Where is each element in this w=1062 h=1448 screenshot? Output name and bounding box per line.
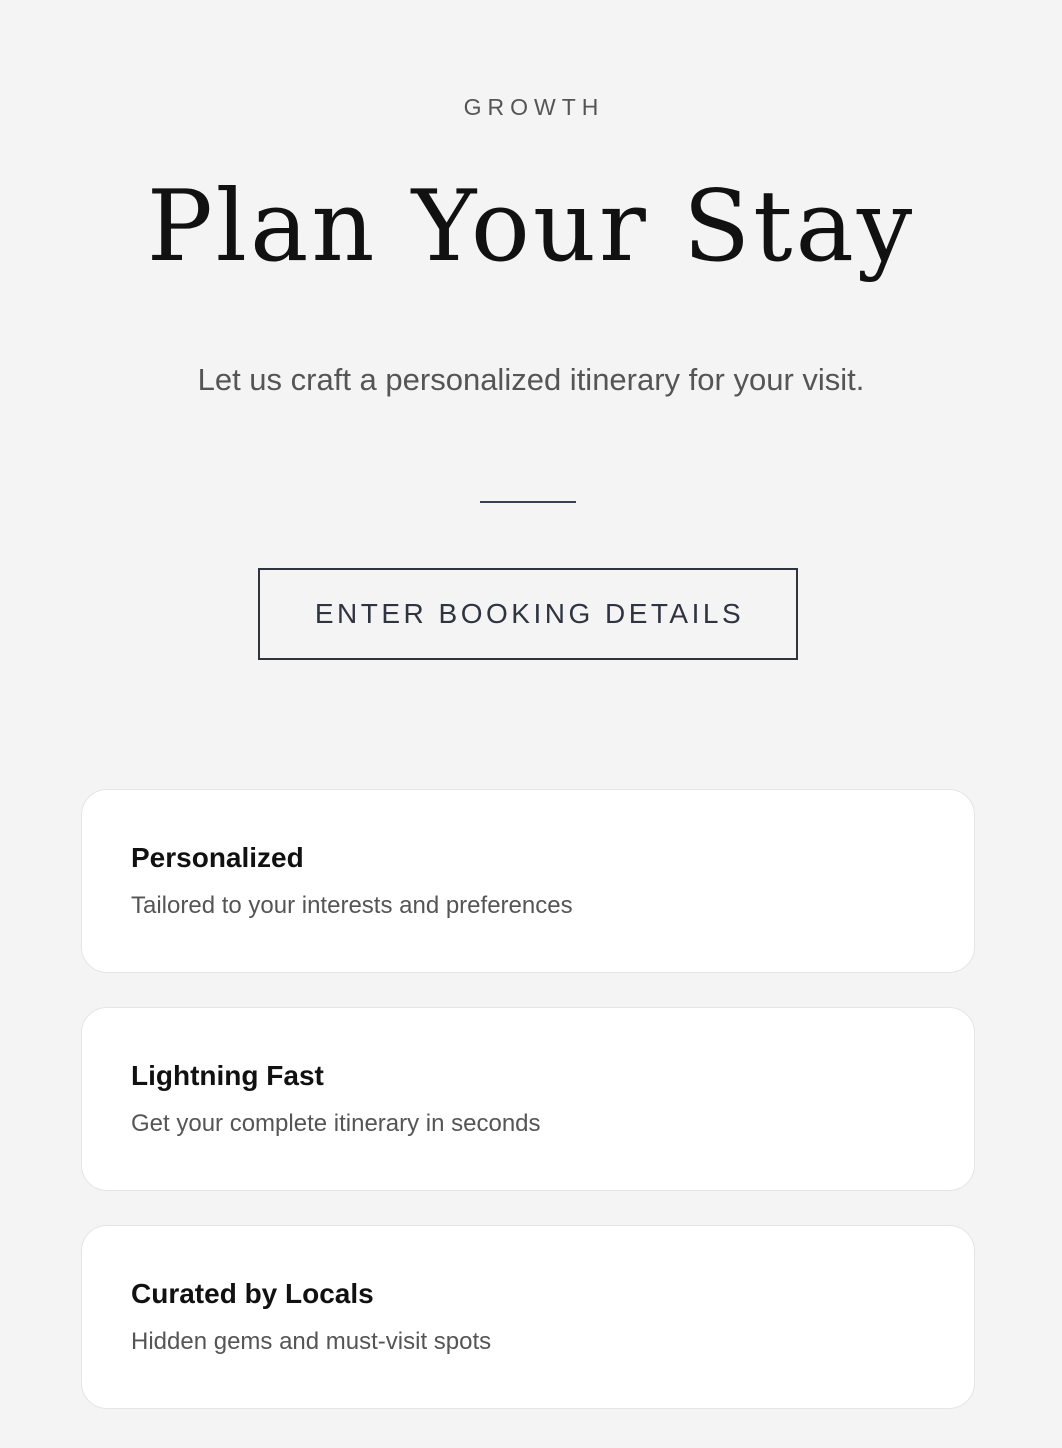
feature-card-description: Hidden gems and must-visit spots: [131, 1328, 492, 1355]
feature-card-title: Curated by Locals: [131, 1278, 374, 1309]
page-subtitle: Let us craft a personalized itinerary for your visit.: [197, 362, 865, 397]
feature-card-curated-by-locals: [81, 1225, 975, 1409]
feature-card-lightning-fast: [81, 1007, 975, 1191]
page-title: Plan Your Stay: [146, 170, 916, 284]
enter-booking-details-button[interactable]: ENTER BOOKING DETAILS: [258, 568, 798, 660]
feature-card-title: Lightning Fast: [131, 1060, 324, 1091]
feature-card-personalized: [81, 789, 975, 973]
eyebrow-label: GROWTH: [463, 94, 605, 120]
feature-card-description: Tailored to your interests and preferences: [131, 892, 573, 919]
divider: [480, 501, 576, 503]
feature-card-description: Get your complete itinerary in seconds: [131, 1110, 541, 1137]
feature-card-title: Personalized: [131, 842, 304, 873]
